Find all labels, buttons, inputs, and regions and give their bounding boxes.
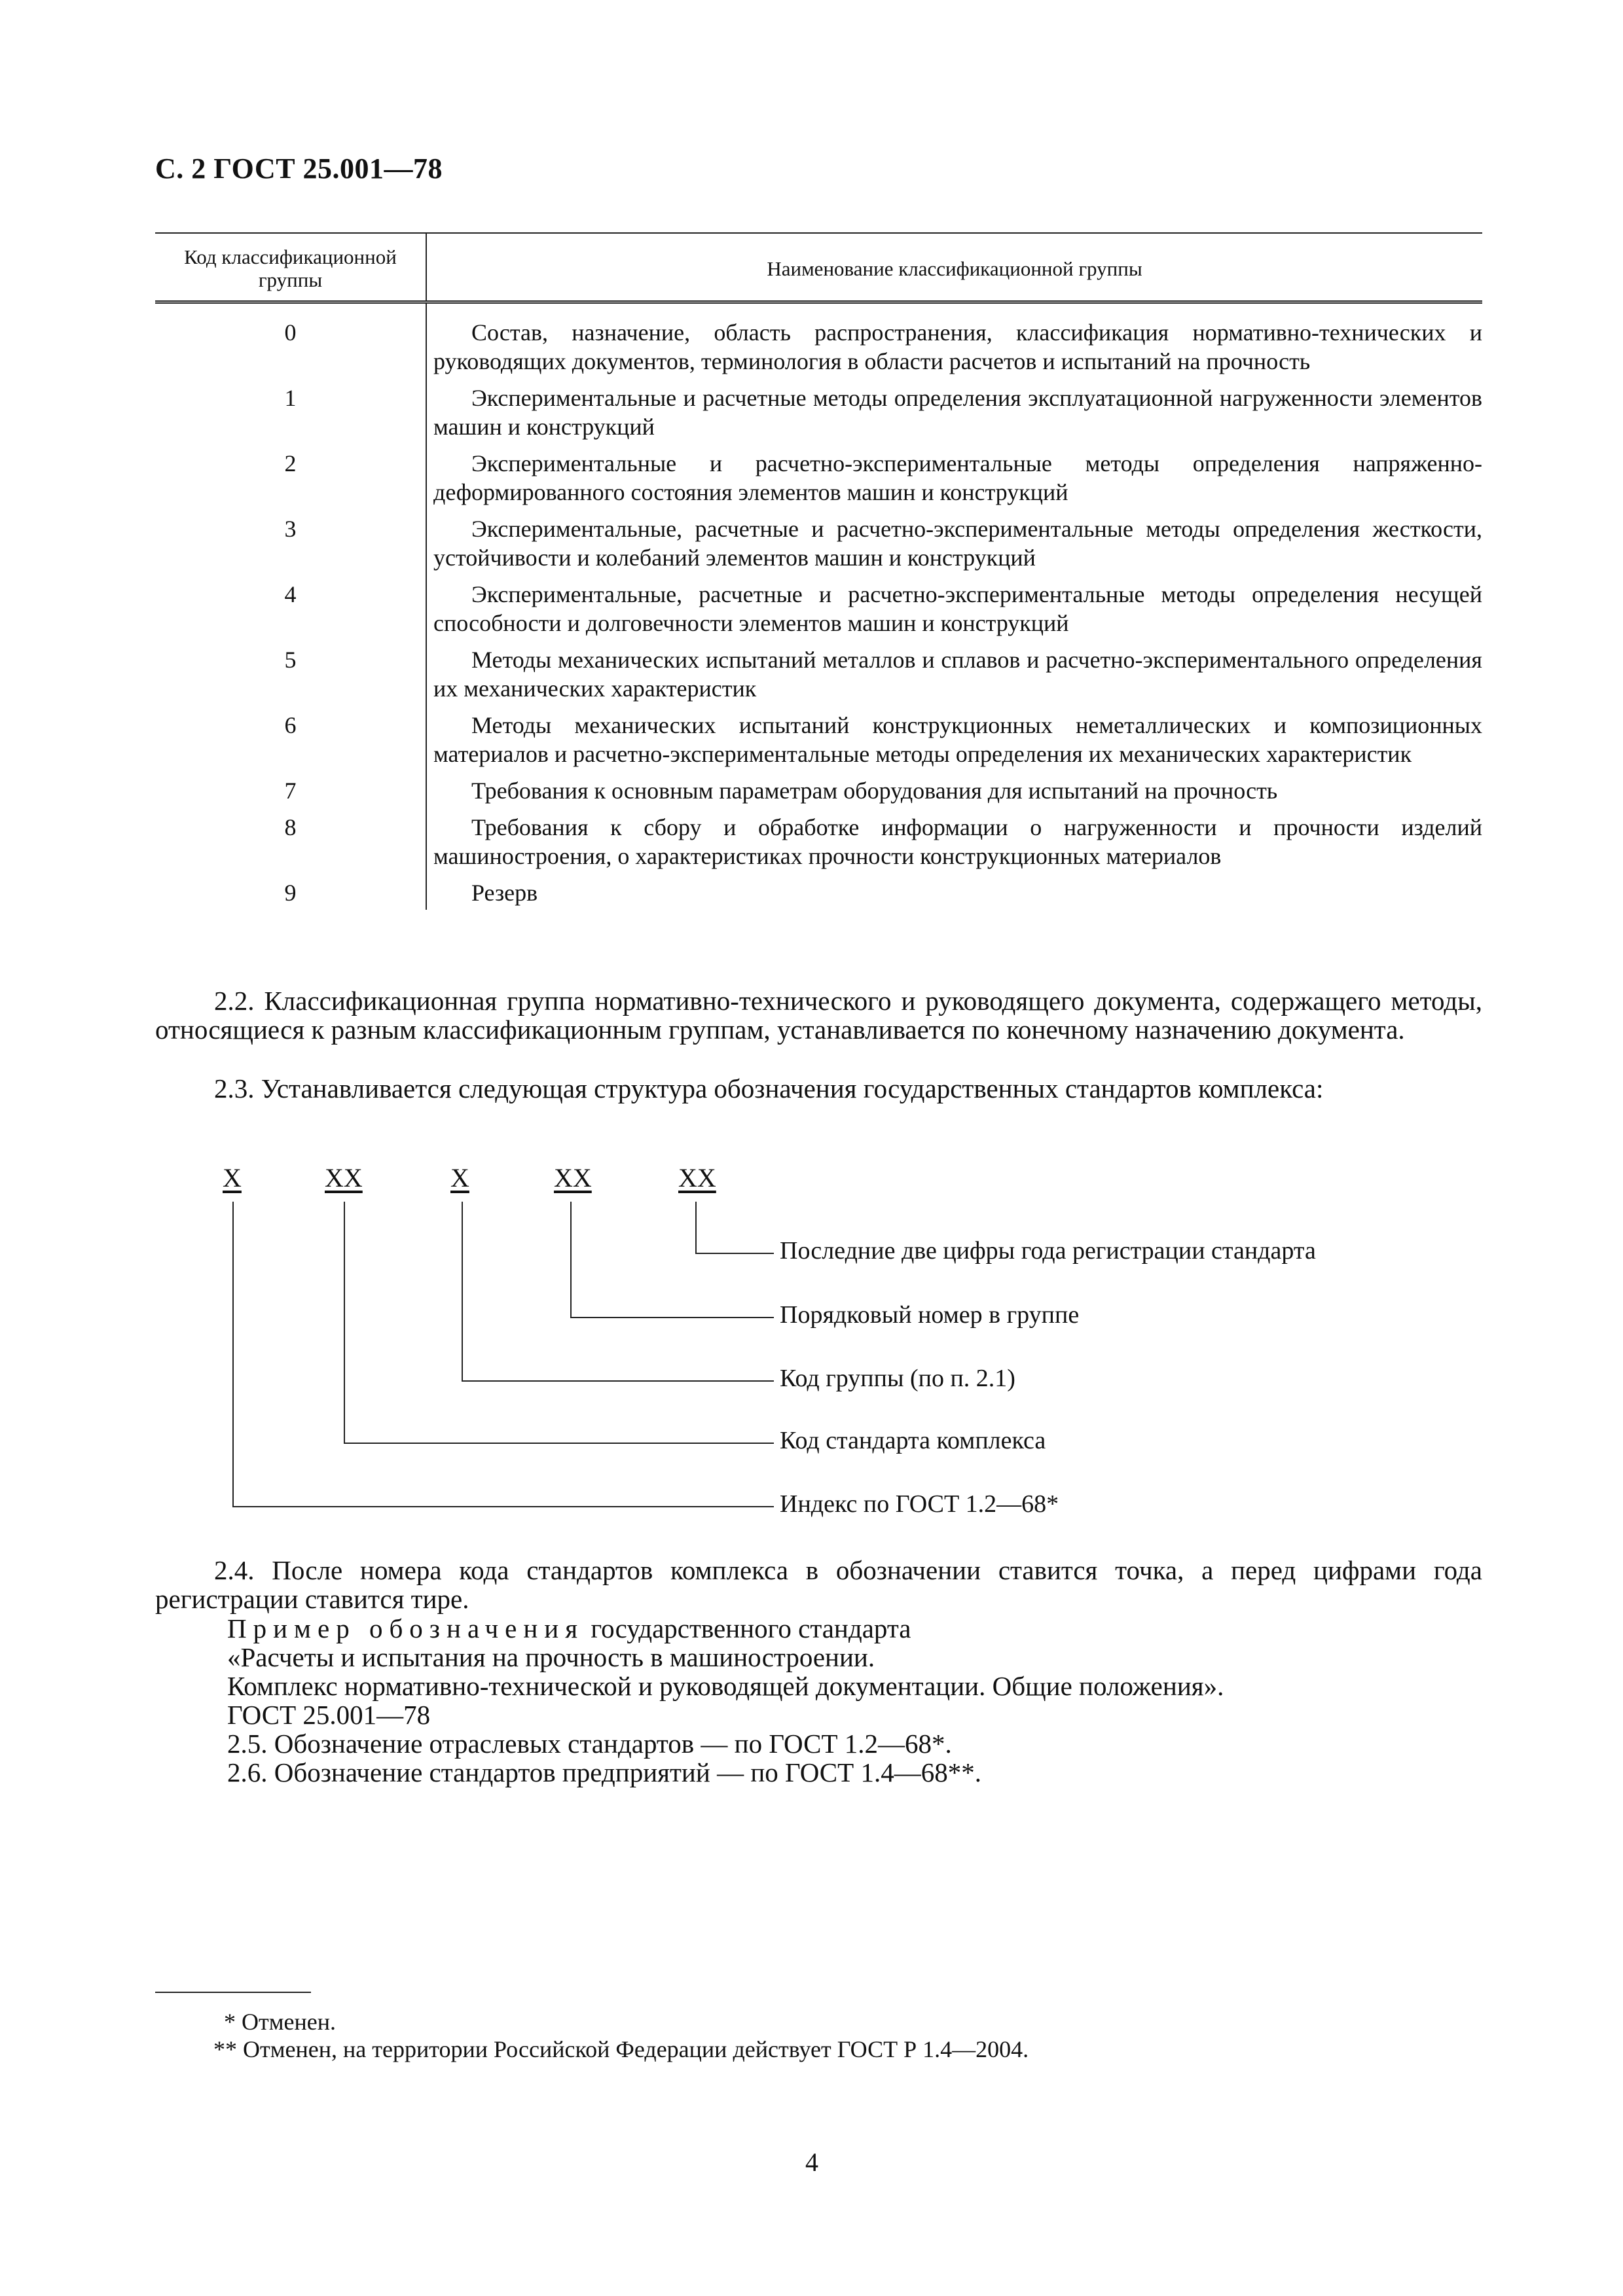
- group-name: Резерв: [471, 880, 538, 906]
- group-name: Экспериментальные, расчетные и расчетно-экспериментальные методы определения жесткости, устойчивости и колебаний элементов машин и конструкций: [433, 516, 1482, 571]
- scheme-label-order-number: Порядковый номер в группе: [780, 1301, 1080, 1329]
- group-code: 6: [155, 707, 426, 772]
- footnote-1: * Отменен.: [224, 2009, 336, 2035]
- group-code: 8: [155, 809, 426, 874]
- example-line: Комплекс нормативно-технической и руководящей документации. Общие положения».: [227, 1671, 1224, 1701]
- scheme-label-group-code: Код группы (по п. 2.1): [780, 1365, 1015, 1392]
- group-name: Экспериментальные и расчетно-экспериментальные методы определения напряженно-деформированного состояния элементов машин и конструкций: [433, 450, 1482, 505]
- scheme-symbol-complex-code: XX: [325, 1163, 363, 1193]
- group-code: 1: [155, 380, 426, 445]
- leader-line-order-number: [571, 1202, 774, 1318]
- paragraph-2-6: 2.6. Обозначение стандартов предприятий — по ГОСТ 1.4—68**.: [227, 1757, 981, 1787]
- leader-line-index: [233, 1202, 774, 1507]
- leader-line-year: [696, 1202, 774, 1253]
- paragraph-2-4: 2.4. После номера кода стандартов комплекса в обозначении ставится точка, а перед цифрами года регистрации ставится тире.: [155, 1555, 1482, 1614]
- page-number: 4: [805, 2147, 818, 2177]
- scheme-symbol-order-number: XX: [554, 1163, 592, 1193]
- group-code: 9: [155, 874, 426, 910]
- leader-line-group-code: [462, 1202, 774, 1381]
- group-name: Методы механических испытаний металлов и сплавов и расчетно-экспериментального определения их механических характеристик: [433, 647, 1482, 702]
- example-heading: Пример обозначения государственного стандарта: [227, 1613, 911, 1643]
- group-name: Состав, назначение, область распространения, классификация нормативно-технических и руководящих документов, терминология в области расчетов и испытаний на прочность: [433, 319, 1482, 374]
- scheme-label-complex-code: Код стандарта комплекса: [780, 1427, 1046, 1454]
- scheme-symbol-year: XX: [678, 1163, 716, 1193]
- column-header-name: Наименование классификационной группы: [426, 233, 1482, 302]
- example-lead: Пример обозначения: [227, 1613, 585, 1643]
- group-name: Экспериментальные, расчетные и расчетно-экспериментальные методы определения несущей способности и долговечности элементов машин и конструкций: [433, 581, 1482, 636]
- column-header-code: Код классификационной группы: [155, 233, 426, 302]
- example-designation: ГОСТ 25.001—78: [227, 1700, 431, 1730]
- group-code: 5: [155, 641, 426, 707]
- scheme-symbol-group-code: X: [450, 1163, 469, 1193]
- group-name: Требования к сбору и обработке информации о нагруженности и прочности изделий машиностроения, о характеристиках прочности конструкционных материалов: [433, 814, 1482, 869]
- group-name: Экспериментальные и расчетные методы определения эксплуатационной нагруженности элементов машин и конструкций: [433, 385, 1482, 440]
- group-code: 0: [155, 302, 426, 380]
- paragraph-2-5: 2.5. Обозначение отраслевых стандартов — по ГОСТ 1.2—68*.: [227, 1729, 952, 1759]
- scheme-label-year: Последние две цифры года регистрации стандарта: [780, 1237, 1316, 1265]
- group-code: 4: [155, 576, 426, 641]
- group-code: 2: [155, 445, 426, 511]
- leader-line-complex-code: [344, 1202, 774, 1443]
- paragraph-2-3: 2.3. Устанавливается следующая структура обозначения государственных стандартов комплекса:: [214, 1073, 1324, 1103]
- example-line: «Расчеты и испытания на прочность в машиностроении.: [227, 1642, 875, 1672]
- footnote-divider: [155, 1992, 311, 1993]
- group-name: Требования к основным параметрам оборудования для испытаний на прочность: [471, 778, 1278, 804]
- group-name: Методы механических испытаний конструкционных неметаллических и композиционных материалов и расчетно-экспериментальные методы определения их механических характеристик: [433, 712, 1482, 767]
- group-code: 7: [155, 772, 426, 809]
- group-code: 3: [155, 511, 426, 576]
- page-header: С. 2 ГОСТ 25.001—78: [155, 152, 443, 185]
- scheme-label-index: Индекс по ГОСТ 1.2—68*: [780, 1490, 1059, 1518]
- footnote-2: ** Отменен, на территории Российской Федерации действует ГОСТ Р 1.4—2004.: [213, 2036, 1029, 2062]
- scheme-symbol-index: X: [223, 1163, 242, 1193]
- paragraph-2-2: 2.2. Классификационная группа нормативно-технического и руководящего документа, содержащего методы, относящиеся к разным классификационным группам, устанавливается по конечному назначению документа.: [155, 986, 1482, 1045]
